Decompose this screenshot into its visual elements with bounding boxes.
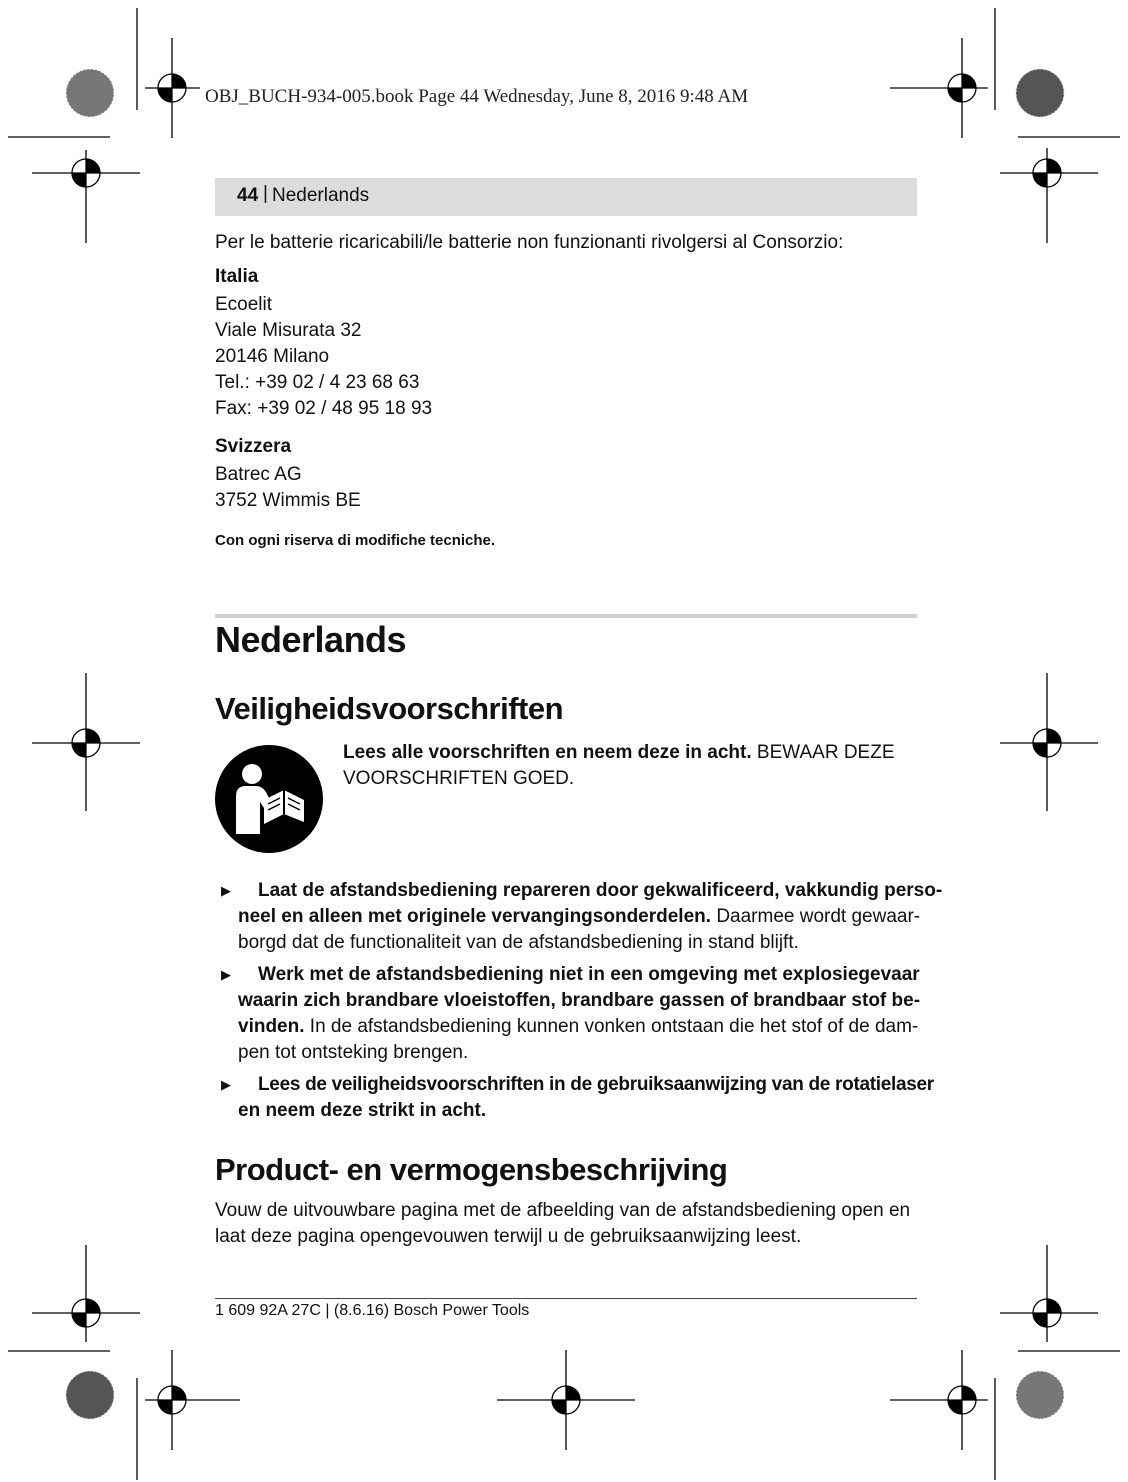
section-title: Nederlands (215, 619, 407, 660)
svizzera-line: 3752 Wimmis BE (215, 490, 361, 511)
print-header: OBJ_BUCH-934-005.book Page 44 Wednesday, June 8, 2016 9:48 AM (205, 86, 749, 107)
italia-line: Ecoelit (215, 294, 273, 315)
italia-line: 20146 Milano (215, 346, 330, 367)
page-number: 44 (237, 185, 259, 206)
bullet-line: In de afstandsbediening kunnen vonken ontstaan die het stof of de dam- (304, 1016, 919, 1037)
section-rule (215, 614, 917, 618)
footer-rule (215, 1298, 917, 1299)
technical-note: Con ogni riserva di modifiche tecniche. (215, 532, 496, 549)
product-line: laat deze pagina opengevouwen terwijl u de gebruiksaanwijzing leest. (215, 1226, 802, 1247)
svizzera-line: Batrec AG (215, 464, 302, 485)
safety-bullet (221, 878, 943, 956)
bullet-arrow-icon: ▶ (221, 967, 231, 982)
bullet-arrow-icon: ▶ (221, 883, 231, 898)
bullet-line: Lees de veiligheidsvoorschriften in de gebruiksaanwijzing van de rotatielaser (258, 1074, 934, 1095)
italia-heading: Italia (215, 266, 259, 287)
bullet-line: Werk met de afstandsbediening niet in een omgeving met explosiegevaar (258, 964, 920, 985)
page-footer: 1 609 92A 27C | (8.6.16) Bosch Power Tools (215, 1302, 530, 1319)
italia-line: Tel.: +39 02 / 4 23 68 63 (215, 372, 420, 393)
intro-line2: VOORSCHRIFTEN GOED. (343, 768, 575, 789)
bullet-line: borgd dat de functionaliteit van de afstandsbediening in stand blijft. (238, 932, 799, 953)
consorzio-intro: Per le batterie ricaricabili/le batterie non funzionanti rivolgersi al Consorzio: (215, 232, 844, 253)
bullet-line: vinden. (238, 1016, 305, 1037)
bullet-line: waarin zich brandbare vloeistoffen, brandbare gassen of brandbaar stof be- (238, 990, 921, 1011)
bullet-line: Laat de afstandsbediening repareren door gekwalificeerd, vakkundig perso- (258, 880, 943, 901)
safety-bullet (221, 962, 921, 1066)
italia-line: Viale Misurata 32 (215, 320, 362, 341)
bullet-line: Daarmee wordt gewaar- (711, 906, 921, 927)
read-manual-icon (214, 744, 324, 854)
bullet-line: en neem deze strikt in acht. (238, 1100, 487, 1121)
safety-bullet (221, 1072, 934, 1124)
header-separator: | (263, 183, 268, 204)
safety-intro (343, 740, 903, 792)
safety-heading: Veiligheidsvoorschriften (215, 691, 564, 726)
bullet-arrow-icon: ▶ (221, 1077, 231, 1092)
product-heading: Product- en vermogensbeschrijving (215, 1152, 728, 1187)
intro-rest: BEWAAR DEZE (751, 742, 895, 763)
italia-line: Fax: +39 02 / 48 95 18 93 (215, 398, 433, 419)
header-language: Nederlands (272, 185, 370, 206)
bullet-line: pen tot ontsteking brengen. (238, 1042, 469, 1063)
product-line: Vouw de uitvouwbare pagina met de afbeelding van de afstandsbediening open en (215, 1200, 911, 1221)
page-header-bar (215, 178, 917, 216)
intro-bold: Lees alle voorschriften en neem deze in acht. (343, 742, 752, 763)
bullet-line: neel en alleen met originele vervangingsonderdelen. (238, 906, 712, 927)
svizzera-heading: Svizzera (215, 436, 292, 457)
